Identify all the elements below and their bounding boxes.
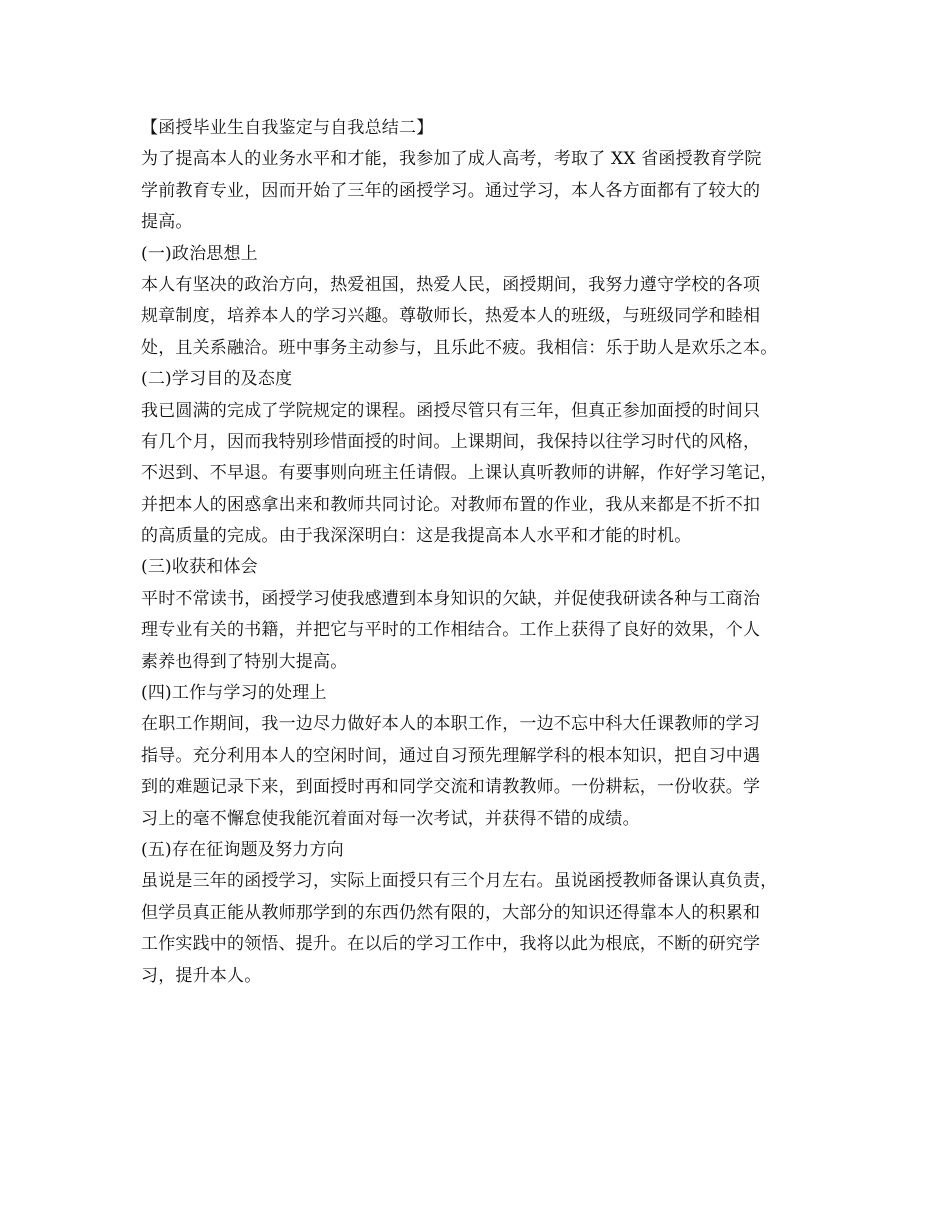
paragraph-line: 在职工作期间，我一边尽力做好本人的本职工作，一边不忘中科大任课教师的学习	[141, 714, 761, 735]
paragraph-line: 工作实践中的领悟、提升。在以后的学习工作中，我将以此为根底，不断的研究学	[141, 934, 761, 955]
paragraph-line: 到的难题记录下来，到面授时再和同学交流和请教教师。一份耕耘，一份收获。学	[141, 777, 761, 798]
paragraph-line: 我已圆满的完成了学院规定的课程。函授尽管只有三年，但真正参加面授的时间只	[141, 400, 761, 421]
paragraph-line: 规章制度，培养本人的学习兴趣。尊敬师长，热爱本人的班级，与班级同学和睦相	[141, 306, 761, 327]
paragraph-line: 虽说是三年的函授学习，实际上面授只有三个月左右。虽说函授教师备课认真负责，	[141, 871, 778, 892]
paragraph-line: 习，提升本人。	[141, 965, 262, 986]
paragraph-line: 习上的毫不懈怠使我能沉着面对每一次考试，并获得不错的成绩。	[141, 808, 640, 829]
paragraph-line: 的高质量的完成。由于我深深明白：这是我提高本人水平和才能的时机。	[141, 526, 692, 547]
paragraph-line: 本人有坚决的政治方向，热爱祖国，热爱人民，函授期间，我努力遵守学校的各项	[141, 274, 761, 295]
section-heading-politics: (一)政治思想上	[141, 243, 258, 264]
paragraph-line: 平时不常读书，函授学习使我感遭到本身知识的欠缺，并促使我研读各种与工商治	[141, 588, 761, 609]
paragraph-line: 提高。	[141, 212, 193, 233]
paragraph-line: 并把本人的困惑拿出来和教师共同讨论。对教师布置的作业，我从来都是不折不扣	[141, 494, 761, 515]
document-body	[141, 113, 841, 992]
document-title: 【函授毕业生自我鉴定与自我总结二】	[141, 118, 434, 138]
paragraph-line: 但学员真正能从教师那学到的东西仍然有限的，大部分的知识还得靠本人的积累和	[141, 902, 761, 923]
section-heading-gains: (三)收获和体会	[141, 557, 258, 578]
section-heading-work-study: (四)工作与学习的处理上	[141, 683, 327, 704]
paragraph-line: 为了提高本人的业务水平和才能，我参加了成人高考，考取了 XX 省函授教育学院	[141, 149, 762, 170]
paragraph-line: 学前教育专业，因而开始了三年的函授学习。通过学习，本人各方面都有了较大的	[141, 180, 761, 201]
paragraph-line: 素养也得到了特别大提高。	[141, 651, 348, 672]
paragraph-line: 不迟到、不早退。有要事则向班主任请假。上课认真听教师的讲解，作好学习笔记，	[141, 463, 778, 484]
paragraph-line: 指导。充分利用本人的空闲时间，通过自习预先理解学科的根本知识，把自习中遇	[141, 745, 761, 766]
section-heading-study-attitude: (二)学习目的及态度	[141, 369, 293, 390]
paragraph-line: 理专业有关的书籍，并把它与平时的工作相结合。工作上获得了良好的效果，个人	[141, 620, 761, 641]
section-heading-problems: (五)存在征询题及努力方向	[141, 839, 344, 860]
paragraph-line: 处，且关系融洽。班中事务主动参与，且乐此不疲。我相信：乐于助人是欢乐之本。	[141, 337, 778, 358]
paragraph-line: 有几个月，因而我特别珍惜面授的时间。上课期间，我保持以往学习时代的风格，	[141, 431, 761, 452]
